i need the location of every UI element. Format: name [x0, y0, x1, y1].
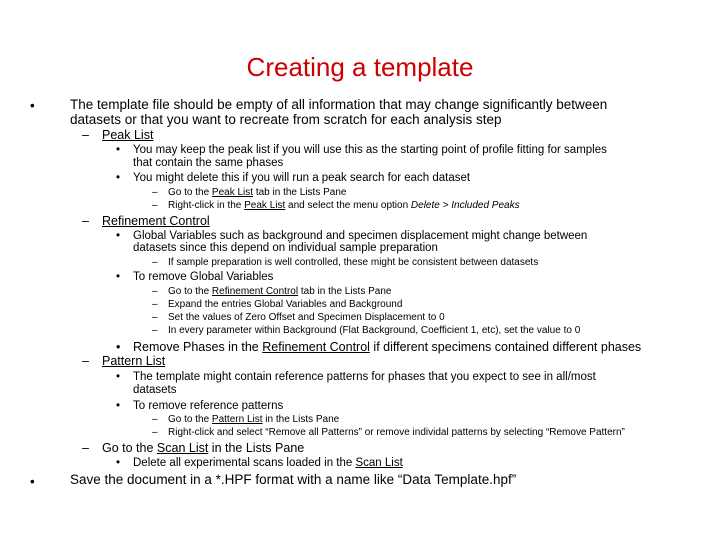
- remove-global-line: To remove Global Variables: [133, 271, 274, 283]
- bullet-dash: –: [152, 325, 158, 336]
- bullet-dash: –: [82, 441, 89, 455]
- bullet-dash: –: [82, 128, 89, 142]
- bullet-dot: •: [116, 230, 121, 242]
- slide-title: Creating a template: [246, 52, 474, 82]
- refinement-control-link: Refinement Control: [262, 340, 370, 354]
- peak-keep-line-1: You may keep the peak list if you will use this as the starting point of profile fitting for samples: [133, 144, 607, 156]
- rc-step-2: Expand the entries Global Variables and Background: [168, 299, 403, 310]
- refinement-control-link: Refinement Control: [211, 286, 299, 297]
- remove-ref-line: To remove reference patterns: [133, 400, 284, 412]
- intro-line-2: datasets or that you want to recreate from scratch for each analysis step: [70, 112, 502, 127]
- global-vars-line-2: datasets since this depend on individual sample preparation: [133, 242, 438, 254]
- bullet-dash: –: [152, 286, 158, 297]
- global-vars-line-1: Global Variables such as background and specimen displacement might change between: [133, 230, 588, 242]
- bullet-dot: •: [116, 271, 121, 283]
- bullet-dash: –: [82, 214, 89, 228]
- bullet-dash: –: [152, 312, 158, 323]
- rc-step-1: Go to the Refinement Control tab in the Lists Pane: [168, 286, 392, 297]
- pattern-list-link: Pattern List: [211, 414, 263, 425]
- peak-list-link: Peak List: [244, 200, 286, 211]
- global-vars-note: If sample preparation is well controlled, these might be consistent between datasets: [168, 257, 539, 268]
- bullet-dot: •: [116, 400, 121, 412]
- bullet-dot: •: [116, 340, 121, 354]
- pattern-step-2: Right-click and select “Remove all Patterns” or remove individal patterns by selecting “Remove Pattern”: [168, 427, 625, 438]
- rc-step-4: In every parameter within Background (Flat Background, Coefficient 1, etc), set the value to 0: [168, 325, 581, 336]
- pattern-list-heading: Pattern List: [102, 354, 166, 368]
- bullet-dash: –: [152, 187, 158, 198]
- rc-step-3: Set the values of Zero Offset and Specimen Displacement to 0: [168, 312, 445, 323]
- peak-list-heading: Peak List: [102, 128, 154, 142]
- peak-step-1: Go to the Peak List tab in the Lists Pane: [168, 187, 347, 198]
- ref-patterns-line-2: datasets: [133, 384, 177, 396]
- menu-option: Delete > Included Peaks: [410, 200, 520, 211]
- bullet-dot: •: [116, 371, 121, 383]
- bullet-dot: •: [116, 457, 121, 469]
- bullet-dash: –: [152, 414, 158, 425]
- bullet-dot: •: [30, 98, 35, 113]
- intro-line-1: The template file should be empty of all information that may change significantly between: [70, 97, 608, 112]
- save-line: Save the document in a *.HPF format with a name like “Data Template.hpf”: [70, 472, 517, 487]
- scan-list-link: Scan List: [355, 457, 403, 469]
- bullet-dot: •: [30, 474, 35, 489]
- peak-delete-line: You might delete this if you will run a peak search for each dataset: [133, 172, 471, 184]
- delete-scans-line: Delete all experimental scans loaded in the Scan List: [133, 457, 403, 469]
- scan-list-link: Scan List: [156, 441, 209, 455]
- ref-patterns-line-1: The template might contain reference patterns for phases that you expect to see in all/most: [133, 371, 596, 383]
- bullet-dash: –: [152, 200, 158, 211]
- pattern-step-1: Go to the Pattern List in the Lists Pane: [168, 414, 340, 425]
- refinement-control-heading: Refinement Control: [102, 214, 210, 228]
- peak-keep-line-2: that contain the same phases: [133, 157, 284, 169]
- bullet-dash: –: [152, 427, 158, 438]
- peak-step-2: Right-click in the Peak List and select the menu option Delete > Included Peaks: [168, 200, 520, 211]
- peak-list-link: Peak List: [211, 187, 254, 198]
- bullet-dash: –: [152, 257, 158, 268]
- remove-phases-line: Remove Phases in the Refinement Control if different specimens contained different phases: [133, 340, 642, 354]
- bullet-dot: •: [116, 172, 121, 184]
- bullet-dot: •: [116, 144, 121, 156]
- scan-list-heading: Go to the Scan List in the Lists Pane: [102, 441, 305, 455]
- bullet-dash: –: [152, 299, 158, 310]
- bullet-dash: –: [82, 354, 89, 368]
